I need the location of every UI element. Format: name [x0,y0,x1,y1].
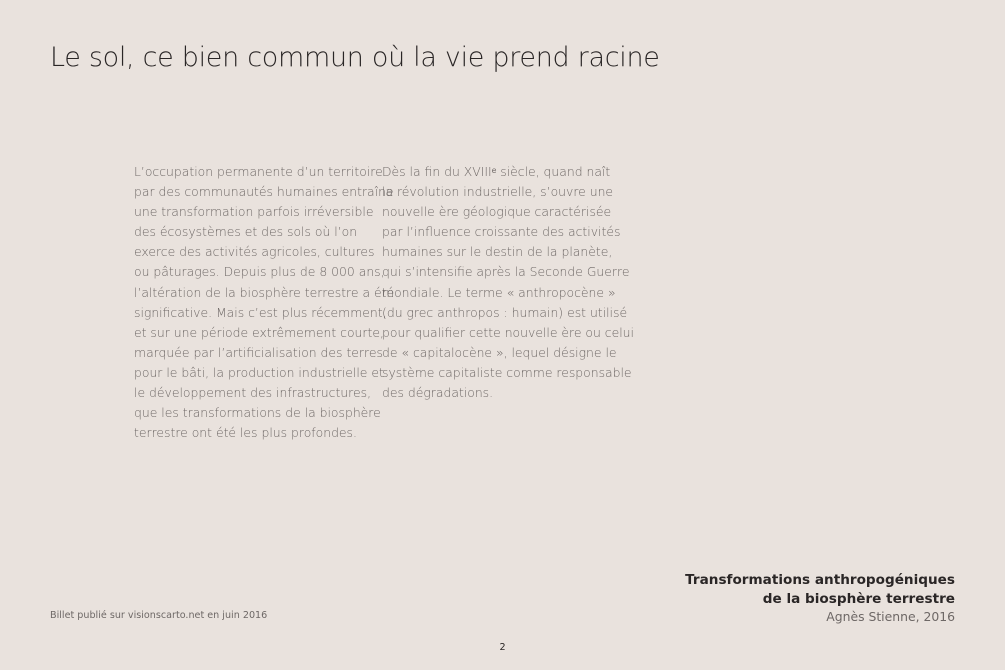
paragraph-line: qui s’intensifie après la Seconde Guerre [382,264,630,280]
paragraph-line: que les transformations de la biosphère [134,405,381,421]
paragraph-line: et sur une période extrêmement courte, [134,324,384,340]
paragraph-line: exerce des activités agricoles, cultures [134,244,375,260]
paragraph-line: des dégradations. [382,385,494,401]
paragraph-line: système capitaliste comme responsable [382,364,632,380]
page-title: Le sol, ce bien commun où la vie prend racine [50,42,660,73]
caption-title-line-2: de la biosphère terrestre [762,591,955,607]
paragraph-line: significative. Mais c’est plus récemment, [134,304,387,320]
paragraph-line: pour le bâti, la production industrielle et [134,364,384,380]
paragraph-line: marquée par l’artificialisation des terres [134,344,383,360]
paragraph-line: l’altération de la biosphère terrestre a été [134,284,395,300]
paragraph-line: L’occupation permanente d’un territoire [134,164,383,179]
caption-credit: Agnès Stienne, 2016 [826,609,955,624]
paragraph-line: nouvelle ère géologique caractérisée [382,204,612,220]
paragraph-line: terrestre ont été les plus profondes. [134,425,357,441]
paragraph-line: des écosystèmes et des sols où l’on [134,224,358,240]
text-column-right [382,162,634,403]
paragraph-line: une transformation parfois irréversible [134,204,374,220]
paragraph-line: ou pâturages. Depuis plus de 8 000 ans, [134,264,385,280]
paragraph-line: par des communautés humaines entraîne [134,184,394,200]
paragraph-line: la révolution industrielle, s’ouvre une [382,184,614,200]
text-column-left [134,162,394,443]
paragraph-line: par l’influence croissante des activités [382,224,621,240]
paragraph-line: pour qualifier cette nouvelle ère ou celui [382,324,634,340]
paragraph-line: mondiale. Le terme « anthropocène » [382,284,616,300]
paragraph-line: (du grec anthropos : humain) est utilisé [382,304,628,320]
page-number: 2 [499,642,506,653]
figure-caption [685,571,955,625]
paragraph-line: humaines sur le destin de la planète, [382,244,613,260]
paragraph-line: Dès la fin du XVIIIᵉ siècle, quand naît [382,164,611,179]
paragraph-line: le développement des infrastructures, [134,385,372,401]
caption-title-line-1: Transformations anthropogéniques [685,572,955,588]
paragraph-line: de « capitalocène », lequel désigne le [382,344,617,360]
publication-note: Billet publié sur visionscarto.net en juin 2016 [50,610,268,621]
